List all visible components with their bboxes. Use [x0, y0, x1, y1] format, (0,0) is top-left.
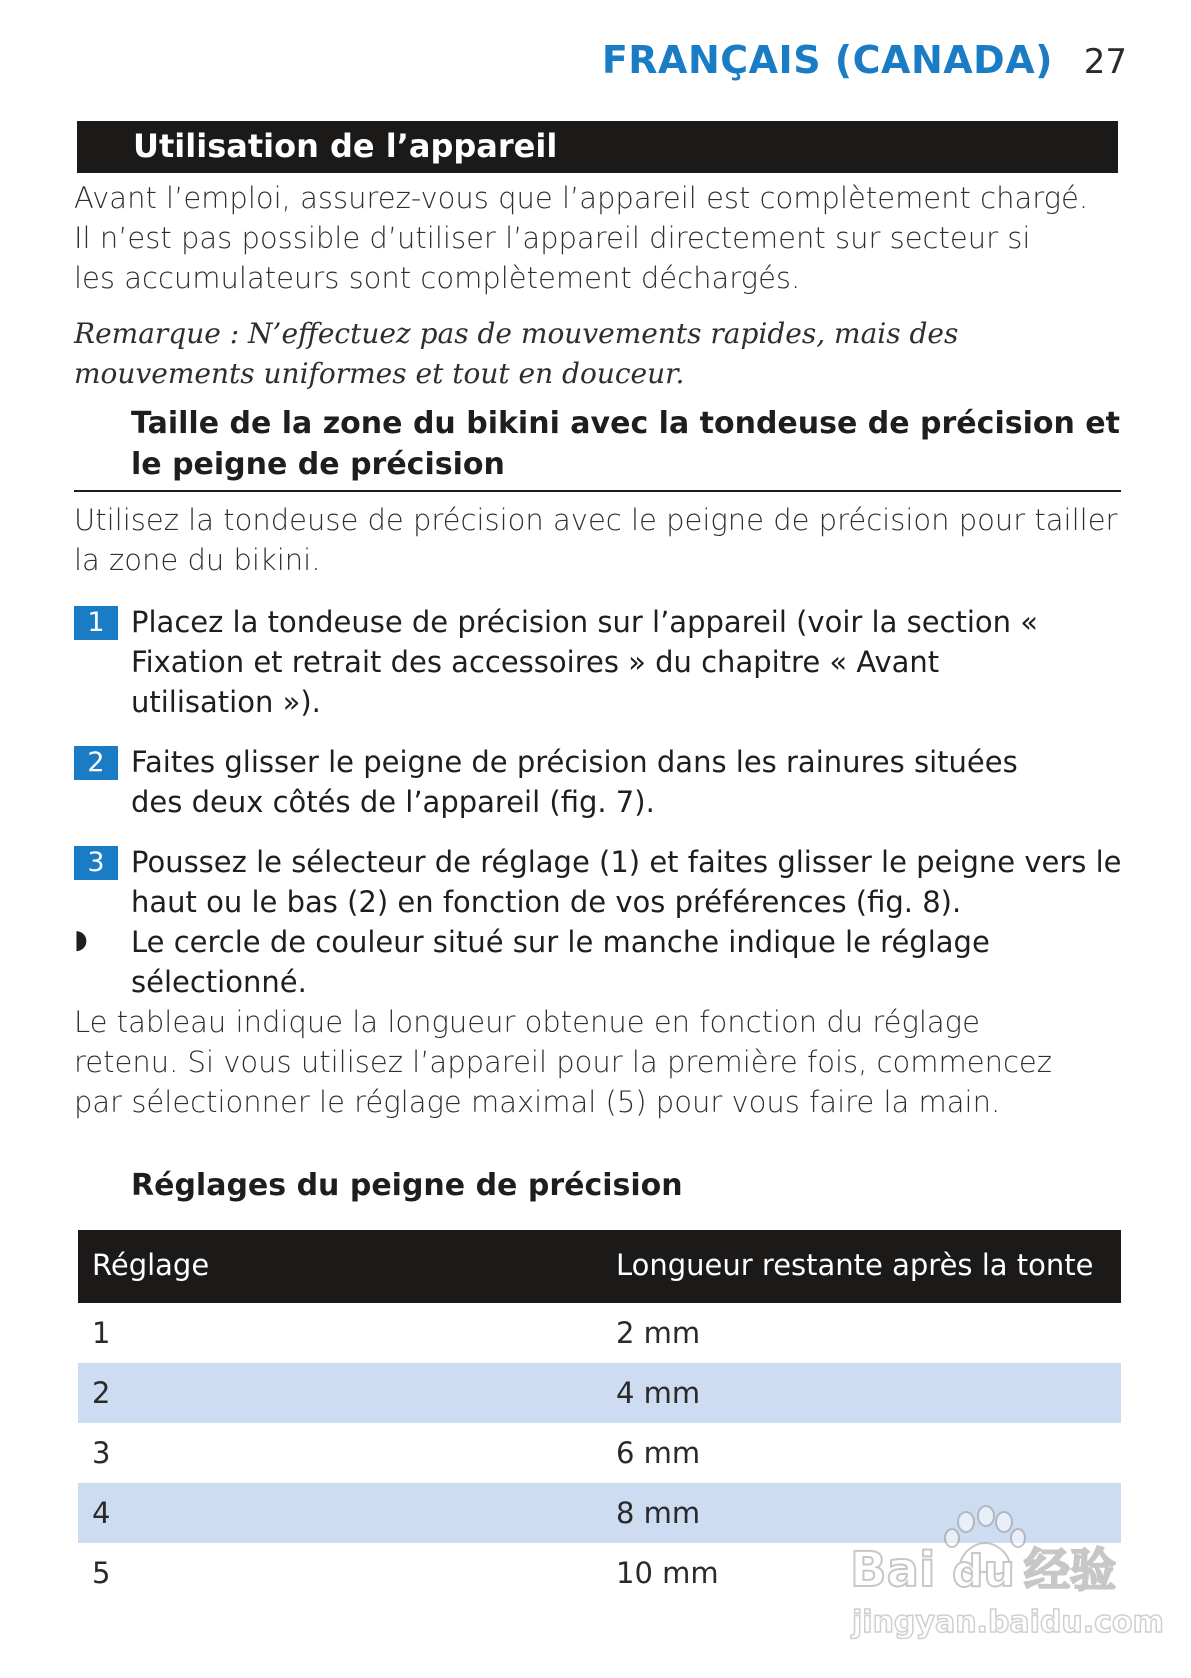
result-text: Le cercle de couleur situé sur le manche indique le réglage sélectionné.: [131, 925, 990, 999]
section-title: Utilisation de l’appareil: [133, 127, 558, 165]
cell-setting: 5: [92, 1556, 111, 1590]
baidu-watermark-logo: [848, 1508, 1164, 1648]
intro-paragraph: [74, 178, 1124, 298]
step-3-text: Poussez le sélecteur de réglage (1) et faites glisser le peigne vers le haut ou le bas (2) en fonction de vos préférences (fig. 8).: [131, 845, 1122, 919]
cell-length: 6 mm: [616, 1436, 701, 1470]
header-setting: Réglage: [92, 1248, 210, 1282]
svg-text:经验: 经验: [1024, 1543, 1116, 1597]
step-1-number: 1: [74, 606, 118, 640]
svg-text:Bai: Bai: [850, 1542, 936, 1598]
table-header-row: [78, 1230, 1121, 1303]
svg-text:du: du: [952, 1546, 1015, 1597]
cell-length: 2 mm: [616, 1316, 701, 1350]
result-bullet-icon: ◗: [74, 925, 88, 955]
cell-setting: 2: [92, 1376, 111, 1410]
subsection-divider: [74, 490, 1121, 492]
cell-setting: 4: [92, 1496, 111, 1530]
table-title: Réglages du peigne de précision: [131, 1168, 683, 1203]
cell-setting: 1: [92, 1316, 111, 1350]
header-length: Longueur restante après la tonte: [616, 1248, 1094, 1282]
svg-text:jingyan.baidu.com: jingyan.baidu.com: [852, 1605, 1164, 1640]
step-2-text: Faites glisser le peigne de précision dans les rainures situées des deux côtés de l’appareil (fig. 7).: [131, 745, 1018, 819]
cell-length: 10 mm: [616, 1556, 719, 1590]
cell-setting: 3: [92, 1436, 111, 1470]
page-number: 27: [1083, 42, 1127, 82]
intro-line-1: Avant l’emploi, assurez-vous que l’appareil est complètement chargé.: [74, 181, 1089, 215]
cell-length: 8 mm: [616, 1496, 701, 1530]
section-title-bar: [77, 121, 1118, 173]
table-intro: Le tableau indique la longueur obtenue en fonction du réglage retenu. Si vous utilisez l’appareil pour la première fois, commencez par sélectionner le réglage maximal (5) pour vous faire la main.: [74, 1005, 1052, 1119]
subsection-description: Utilisez la tondeuse de précision avec le peigne de précision pour tailler la zone du bikini.: [74, 503, 1118, 577]
step-3-number: 3: [74, 846, 118, 880]
table-row: [78, 1303, 1121, 1363]
intro-line-2: Il n’est pas possible d’utiliser l’appareil directement sur secteur si les accumulateurs sont complètement déchargés.: [74, 221, 1031, 295]
language-heading: FRANÇAIS (CANADA): [601, 38, 1053, 82]
cell-length: 4 mm: [616, 1376, 701, 1410]
note-paragraph: Remarque : N’effectuez pas de mouvements rapides, mais des mouvements uniformes et tout en douceur.: [74, 317, 959, 390]
step-2-number: 2: [74, 746, 118, 780]
table-row: [78, 1423, 1121, 1483]
subsection-title: Taille de la zone du bikini avec la tondeuse de précision et le peigne de précision: [131, 406, 1120, 482]
table-row: [78, 1363, 1121, 1423]
step-1-text: Placez la tondeuse de précision sur l’appareil (voir la section « Fixation et retrait des accessoires » du chapitre « Avant utilisation »).: [131, 605, 1038, 719]
